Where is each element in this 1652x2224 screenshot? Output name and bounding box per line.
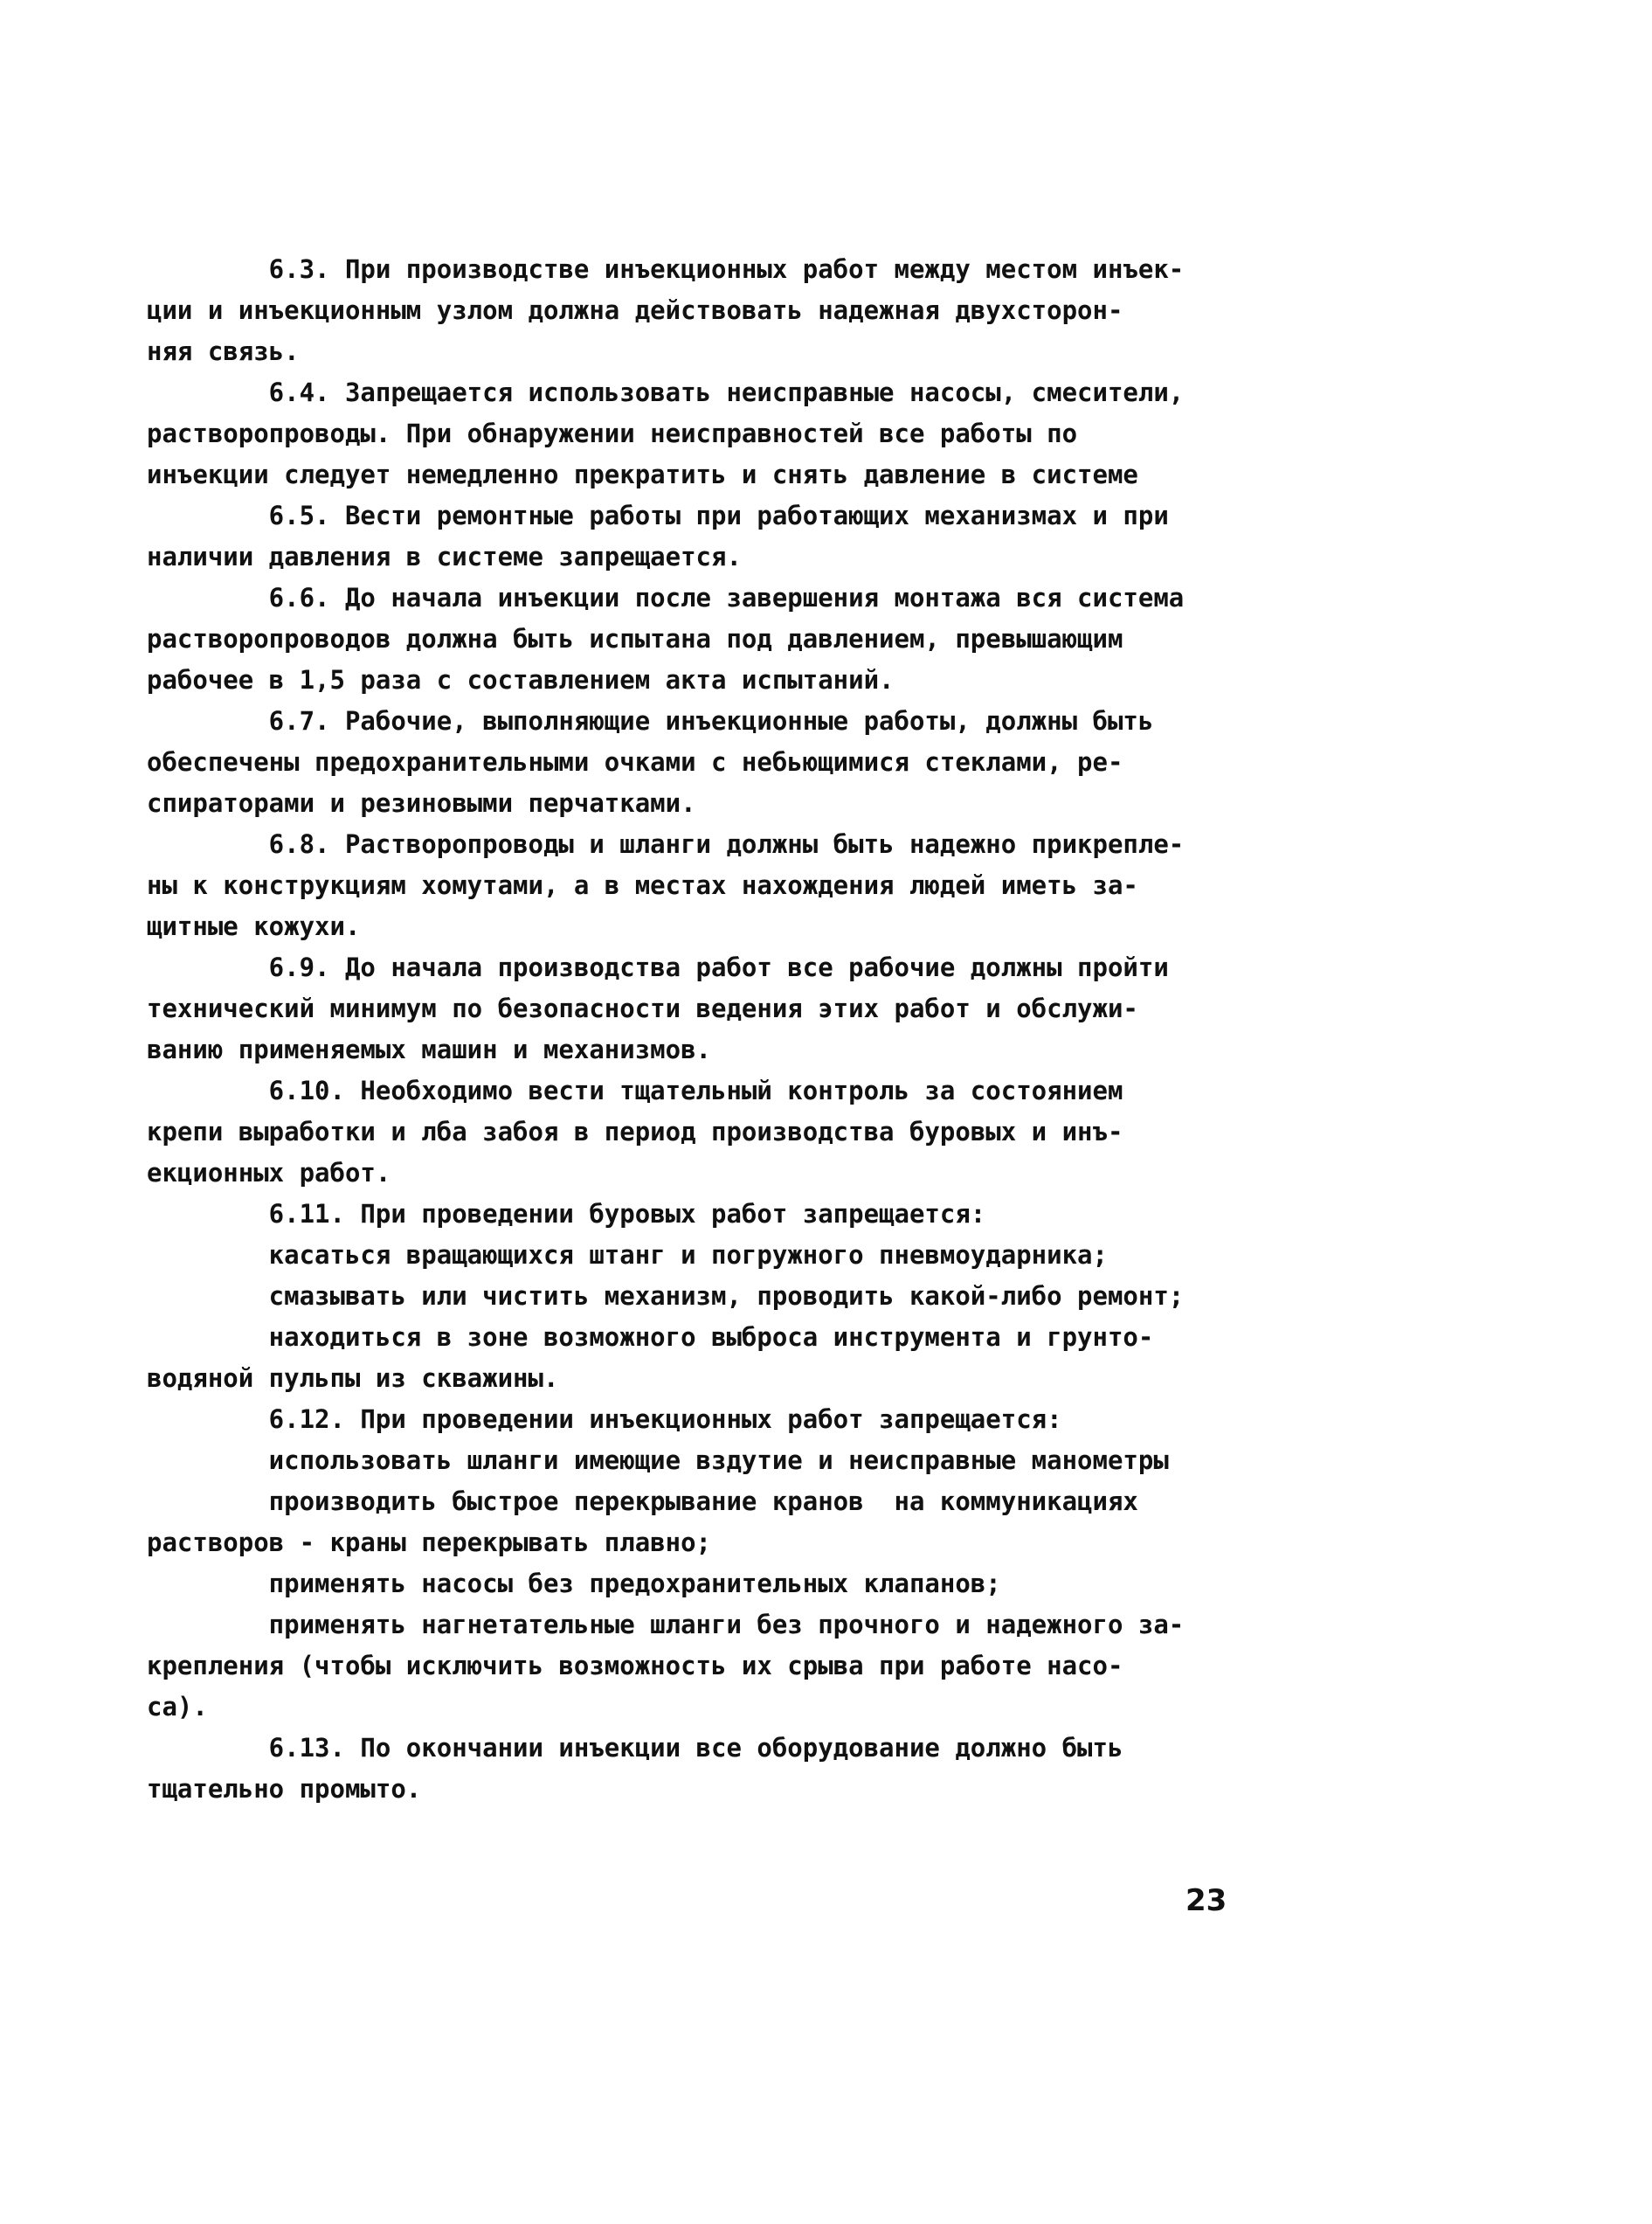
text-line: щитные кожухи.: [147, 911, 361, 941]
text-line: крепи выработки и лба забоя в период производства буровых и инъ-: [147, 1117, 1123, 1147]
text-line: 6.5. Вести ремонтные работы при работающих механизмах и при: [147, 501, 1169, 530]
text-line: применять нагнетательные шланги без прочного и надежного за-: [147, 1610, 1185, 1639]
text-line: инъекции следует немедленно прекратить и снять давление в системе: [147, 460, 1138, 489]
text-line: няя связь.: [147, 336, 300, 366]
text-line: наличии давления в системе запрещается.: [147, 542, 742, 572]
text-line: крепления (чтобы исключить возможность их срыва при работе насо-: [147, 1651, 1123, 1680]
text-line: тщательно промыто.: [147, 1774, 422, 1804]
text-line: ванию применяемых машин и механизмов.: [147, 1035, 712, 1064]
text-line: обеспечены предохранительными очками с небьющимися стеклами, ре-: [147, 747, 1123, 777]
text-line: 6.6. До начала инъекции после завершения монтажа вся система: [147, 583, 1185, 613]
text-line: 6.12. При проведении инъекционных работ запрещается:: [147, 1404, 1062, 1434]
text-line: производить быстрое перекрывание кранов на коммуникациях: [147, 1486, 1138, 1516]
text-line: 6.13. По окончании инъекции все оборудование должно быть: [147, 1733, 1123, 1763]
text-line: применять насосы без предохранительных клапанов;: [147, 1569, 1001, 1598]
text-line: ции и инъекционным узлом должна действовать надежная двухсторон-: [147, 295, 1123, 325]
text-line: растворов - краны перекрывать плавно;: [147, 1528, 712, 1557]
text-line: са).: [147, 1692, 208, 1722]
text-line: 6.11. При проведении буровых работ запрещается:: [147, 1199, 986, 1229]
text-line: 6.4. Запрещается использовать неисправные насосы, смесители,: [147, 378, 1185, 407]
text-line: 6.7. Рабочие, выполняющие инъекционные работы, должны быть: [147, 706, 1154, 736]
document-body: [147, 249, 1230, 1810]
text-line: растворопроводы. При обнаружении неисправностей все работы по: [147, 419, 1078, 448]
text-line: 6.3. При производстве инъекционных работ между местом инъек-: [147, 254, 1185, 284]
text-line: екционных работ.: [147, 1158, 391, 1188]
text-line: касаться вращающихся штанг и погружного пневмоударника;: [147, 1240, 1108, 1270]
text-line: растворопроводов должна быть испытана под давлением, превышающим: [147, 624, 1123, 654]
text-line: рабочее в 1,5 раза с составлением акта испытаний.: [147, 665, 895, 695]
text-line: спираторами и резиновыми перчатками.: [147, 788, 696, 818]
page-number: 23: [1185, 1883, 1227, 1918]
text-line: водяной пульпы из скважины.: [147, 1363, 559, 1393]
text-line: использовать шланги имеющие вздутие и неисправные манометры: [147, 1445, 1169, 1475]
text-line: находиться в зоне возможного выброса инструмента и грунто-: [147, 1322, 1154, 1352]
text-line: 6.9. До начала производства работ все рабочие должны пройти: [147, 953, 1169, 982]
text-line: 6.10. Необходимо вести тщательный контроль за состоянием: [147, 1076, 1123, 1105]
text-line: технический минимум по безопасности ведения этих работ и обслужи-: [147, 994, 1138, 1023]
text-line: 6.8. Растворопроводы и шланги должны быть надежно прикрепле-: [147, 829, 1185, 859]
text-line: смазывать или чистить механизм, проводить какой-либо ремонт;: [147, 1281, 1185, 1311]
text-line: ны к конструкциям хомутами, а в местах нахождения людей иметь за-: [147, 870, 1138, 900]
